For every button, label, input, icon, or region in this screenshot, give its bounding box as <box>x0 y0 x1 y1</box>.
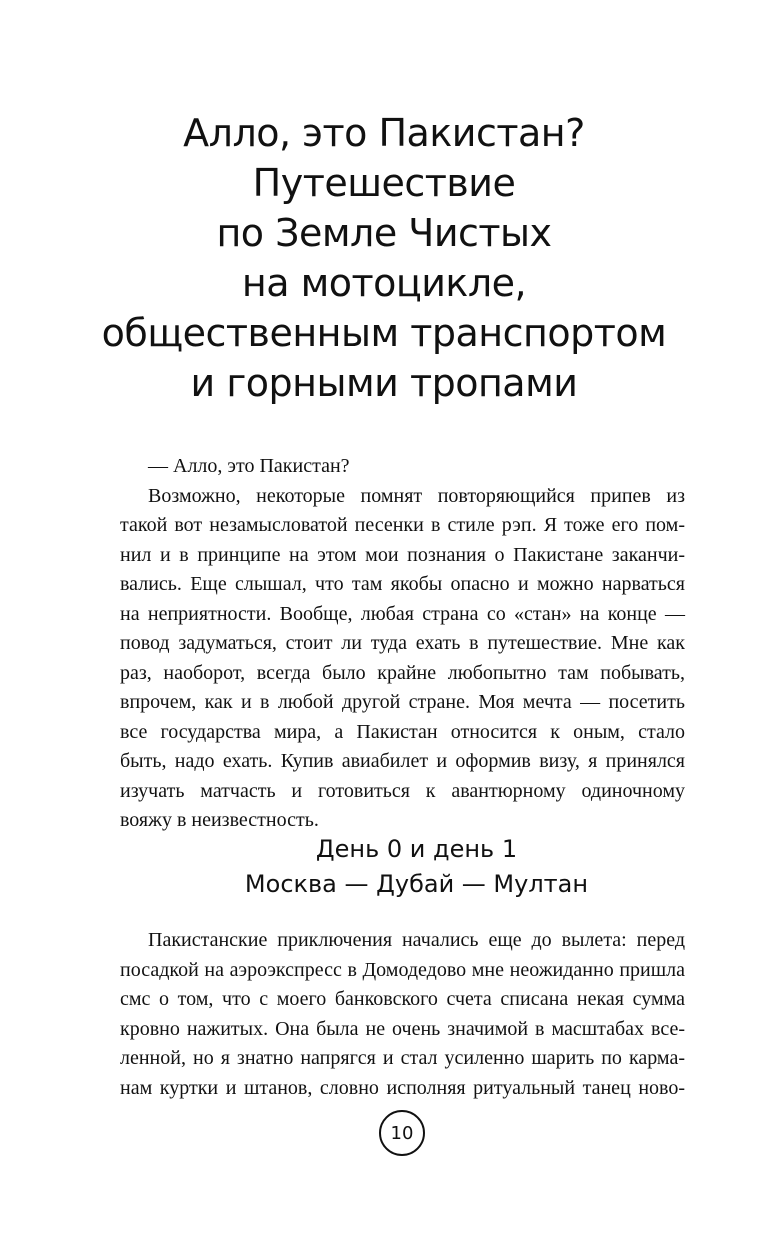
chapter-title-line: и горными тропами <box>190 361 578 405</box>
text-line: быть, надо ехать. Купив авиабилет и оформив визу, я принялся <box>120 750 685 772</box>
text-line: на неприятности. Вообще, любая страна со «стан» на конце — <box>120 602 685 625</box>
intro-paragraphs <box>120 452 685 836</box>
text-line: смс о том, что с моего банковского счета списана некая сумма <box>120 988 685 1010</box>
text-line: изучать матчасть и готовиться к авантюрному одиночному <box>120 779 685 802</box>
chapter-title-line: по Земле Чистых <box>216 211 552 255</box>
section-heading-line: День 0 и день 1 <box>315 835 518 863</box>
chapter-title-line: Алло, это Пакистан? <box>183 111 585 155</box>
text-line: Возможно, некоторые помнят повторяющийся припев из <box>148 484 685 507</box>
chapter-title <box>60 108 708 408</box>
page-number <box>379 1110 425 1156</box>
text-line: вались. Еще слышал, что там якобы опасно и можно нарваться <box>120 573 685 595</box>
chapter-title-line: общественным транспортом <box>101 311 667 355</box>
chapter-title-line: Путешествие <box>252 161 516 205</box>
text-line: нил и в принципе на этом мои познания о Пакистане заканчи- <box>120 543 685 566</box>
text-line: раз, наоборот, всегда было крайне любопытно там побывать, <box>120 661 685 684</box>
text-line: впрочем, как и в любой другой стране. Моя мечта — посетить <box>120 691 685 713</box>
text-line: — Алло, это Пакистан? <box>148 455 350 477</box>
story-paragraph <box>120 926 685 1103</box>
text-line: ленной, но я знатно напрягся и стал усиленно шарить по карма- <box>120 1047 685 1069</box>
text-line: нам куртки и штанов, словно исполняя ритуальный танец ново- <box>120 1076 685 1099</box>
section-heading <box>148 832 685 902</box>
page-number-text: 10 <box>390 1122 414 1144</box>
text-line: кровно нажитых. Она была не очень значимой в масштабах все- <box>120 1017 685 1040</box>
text-line: такой вот незамысловатой песенки в стиле рэп. Я тоже его пом- <box>120 514 685 536</box>
text-line: Пакистанские приключения начались еще до вылета: перед <box>148 929 685 951</box>
text-line: вояжу в неизвестность. <box>120 809 319 831</box>
text-line: посадкой на аэроэкспресс в Домодедово мне неожиданно пришла <box>120 958 685 981</box>
section-heading-line: Москва — Дубай — Мултан <box>244 870 589 898</box>
chapter-title-line: на мотоцикле, <box>241 261 527 305</box>
text-line: повод задуматься, стоит ли туда ехать в путешествие. Мне как <box>120 632 685 654</box>
text-line: все государства мира, а Пакистан относится к оным, стало <box>120 720 685 743</box>
